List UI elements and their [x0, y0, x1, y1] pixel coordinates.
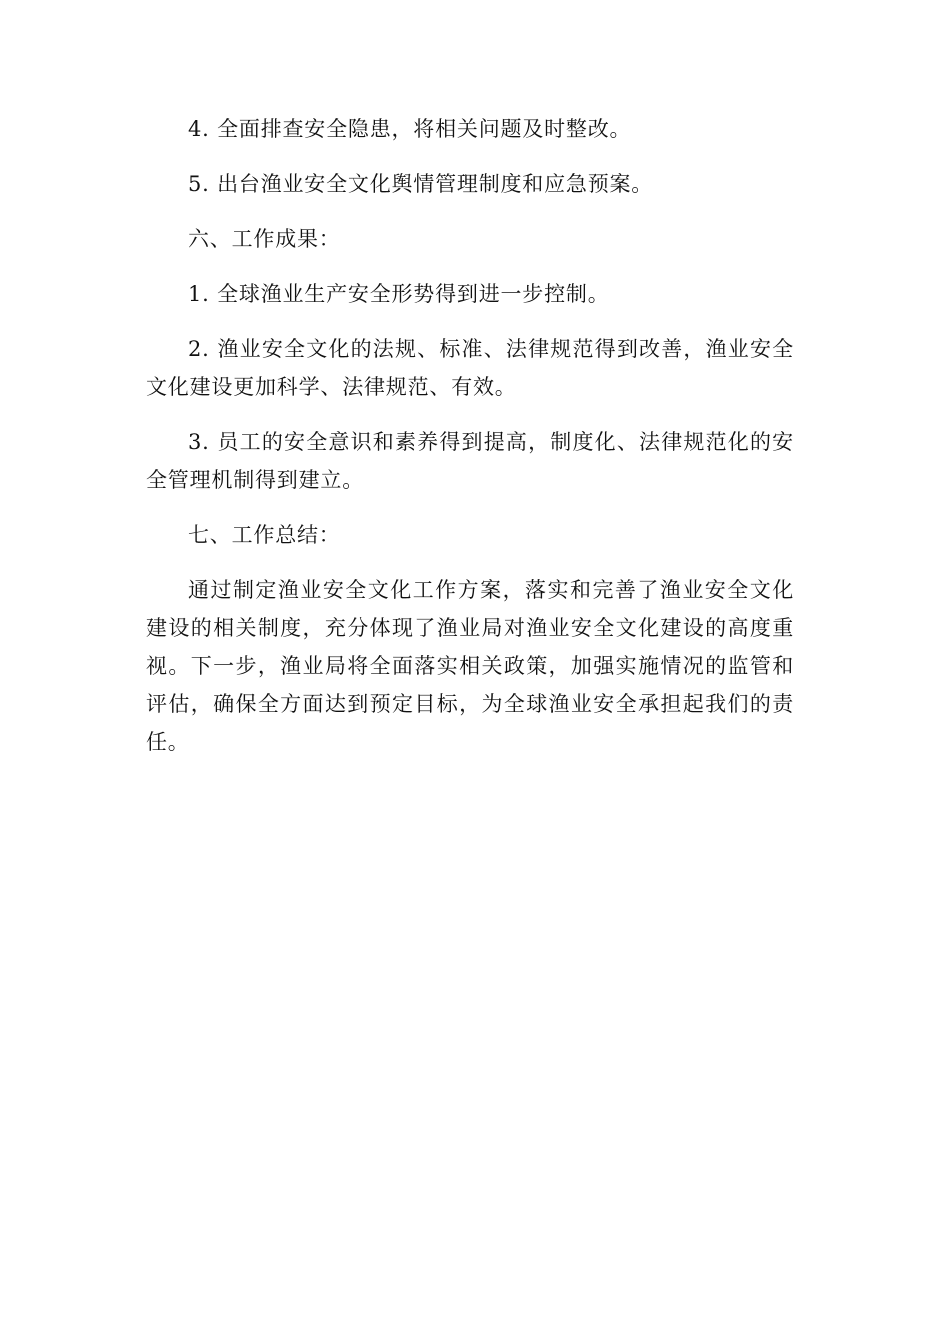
section-heading-results: 六、工作成果：: [188, 227, 341, 251]
document-body: [146, 110, 794, 761]
section-heading-summary: 七、工作总结：: [188, 523, 341, 547]
paragraph-result-3: 3. 员工的安全意识和素养得到提高，制度化、法律规范化的安全管理机制得到建立。: [146, 430, 794, 492]
paragraph-item-4: 4. 全面排查安全隐患，将相关问题及时整改。: [188, 117, 632, 141]
paragraph-summary: 通过制定渔业安全文化工作方案，落实和完善了渔业安全文化建设的相关制度，充分体现了渔业局对渔业安全文化建设的高度重视。下一步，渔业局将全面落实相关政策，加强实施情况的监管和评估，确保全方面达到预定目标，为全球渔业安全承担起我们的责任。: [146, 578, 794, 754]
paragraph-result-2: 2. 渔业安全文化的法规、标准、法律规范得到改善，渔业安全文化建设更加科学、法律规范、有效。: [146, 337, 794, 399]
paragraph-item-5: 5. 出台渔业安全文化舆情管理制度和应急预案。: [188, 172, 654, 196]
paragraph-result-1: 1. 全球渔业生产安全形势得到进一步控制。: [188, 282, 610, 306]
